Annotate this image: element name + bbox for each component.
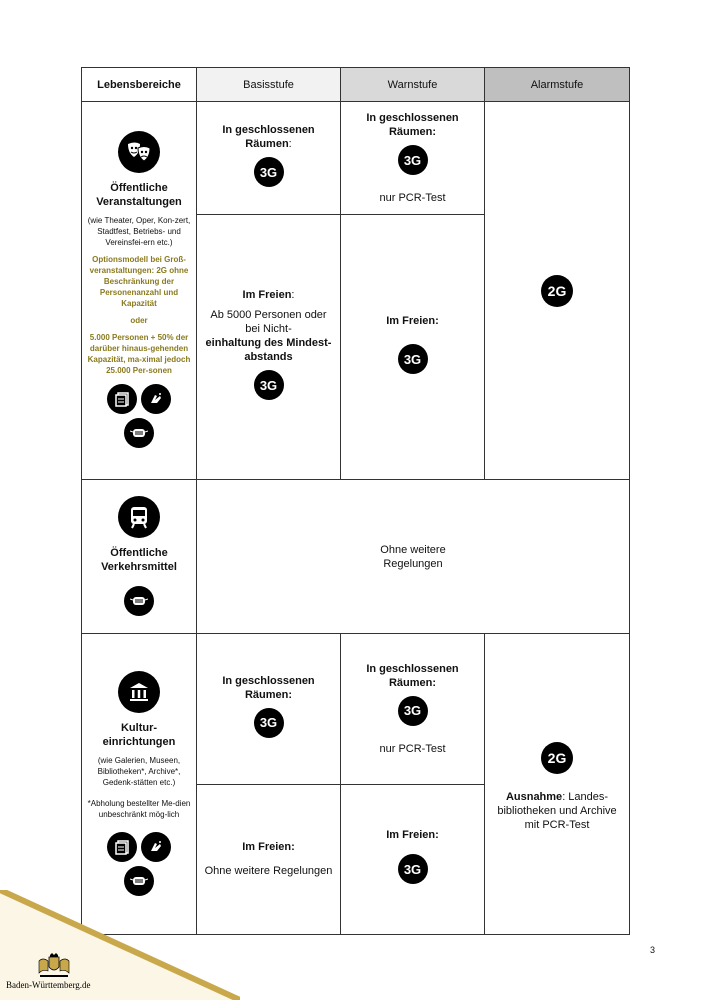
category-title: Öffentliche Verkehrsmittel <box>101 546 177 573</box>
header-basisstufe: Basisstufe <box>197 68 341 102</box>
3g-badge: 3G <box>254 370 284 400</box>
2g-badge: 2G <box>541 742 573 774</box>
category-note: (wie Galerien, Museen, Bibliotheken*, Archive*, Gedenk-stätten etc.) <box>97 755 181 787</box>
kultur-warn-outdoor-cell <box>341 784 485 935</box>
3g-badge: 3G <box>254 157 284 187</box>
rules-table <box>81 67 630 935</box>
warn-outdoor-label: Im Freien: <box>386 315 439 328</box>
alarm-cell-kultur <box>485 634 630 935</box>
footer-logo-text: Baden-Württemberg.de <box>6 980 91 990</box>
train-icon <box>118 496 160 538</box>
basis-indoor-label: In geschlossenen Räumen: <box>222 674 315 701</box>
museum-icon <box>118 671 160 713</box>
header-lebensbereiche: Lebensbereiche <box>82 68 197 102</box>
warn-outdoor-cell <box>341 215 485 480</box>
3g-badge: 3G <box>254 708 284 738</box>
basis-outdoor-cell <box>197 215 341 480</box>
basis-outdoor-colon: : <box>291 289 295 302</box>
category-title: Kultur-einrichtungen <box>102 721 176 748</box>
warn-outdoor-label: Im Freien: <box>386 829 439 842</box>
basis-indoor-label: In geschlossenen Räumen <box>222 124 315 151</box>
category-note: (wie Theater, Oper, Kon-zert, Stadtfest, Betriebs- und Vereinsfei-ern etc.) <box>87 216 191 247</box>
basis-outdoor-label: Im Freien <box>242 289 292 302</box>
option-capacity-text: 5.000 Personen + 50% der darüber hinaus-gehenden Kapazität, ma-ximal jedoch 25.000 Per-sonen <box>87 333 191 375</box>
face-mask-icon <box>124 418 154 448</box>
table-row-kultur <box>82 634 630 785</box>
exception-label: Ausnahme <box>505 791 563 803</box>
basis-outdoor-text: Ab 5000 Personen oder bei Nicht- <box>210 309 327 336</box>
basis-indoor-colon: : <box>288 138 292 151</box>
basis-indoor-cell <box>197 102 341 215</box>
pcr-note: nur PCR-Test <box>379 742 446 755</box>
document-icon <box>107 832 137 862</box>
hand-washing-icon <box>141 832 171 862</box>
header-warnstufe: Warnstufe <box>341 68 485 102</box>
header-alarmstufe: Alarmstufe <box>485 68 630 102</box>
footnote: *Abholung bestellter Me-dien unbeschränkt mög-lich <box>87 798 191 819</box>
kultur-basis-indoor-cell <box>197 634 341 785</box>
table-header-row <box>82 68 630 102</box>
warn-indoor-label: In geschlossenen Räumen: <box>366 112 459 139</box>
pcr-note: nur PCR-Test <box>379 192 446 205</box>
3g-badge: 3G <box>398 344 428 374</box>
option-or: oder <box>130 316 148 325</box>
2g-badge: 2G <box>541 275 573 307</box>
category-cell-verkehr <box>82 480 197 634</box>
category-title: Öffentliche Veranstaltungen <box>96 182 182 208</box>
document-icon <box>107 384 137 414</box>
coat-of-arms-logo <box>37 953 71 979</box>
3g-badge: 3G <box>398 145 428 175</box>
basis-outdoor-label: Im Freien: <box>242 841 295 854</box>
warn-indoor-label: In geschlossenen Räumen: <box>366 662 459 689</box>
kultur-warn-indoor-cell <box>341 634 485 785</box>
verkehr-rules-cell <box>197 480 630 634</box>
table-row-verkehr <box>82 480 630 634</box>
hand-washing-icon <box>141 384 171 414</box>
face-mask-icon <box>124 586 154 616</box>
exception-text: : Landes-bibliotheken und Archive mit PCR-Test <box>497 791 617 831</box>
basis-outdoor-text: Ohne weitere Regelungen <box>204 865 333 878</box>
table-row-veranstaltungen <box>82 102 630 215</box>
category-cell-veranstaltungen <box>82 102 197 480</box>
warn-indoor-cell <box>341 102 485 215</box>
page-number: 3 <box>650 945 656 955</box>
basis-outdoor-text-2: einhaltung des Mindest-abstands <box>205 337 332 364</box>
3g-badge: 3G <box>398 854 428 884</box>
alarm-cell-veranstaltungen <box>485 102 630 480</box>
option-model-text: Optionsmodell bei Groß-veranstaltungen: 2G ohne Beschränkung der Personenanzahl und Kapazität <box>89 255 189 308</box>
theater-masks-icon <box>118 131 160 173</box>
3g-badge: 3G <box>398 696 428 726</box>
verkehr-text: Ohne weitere Regelungen <box>380 543 446 570</box>
